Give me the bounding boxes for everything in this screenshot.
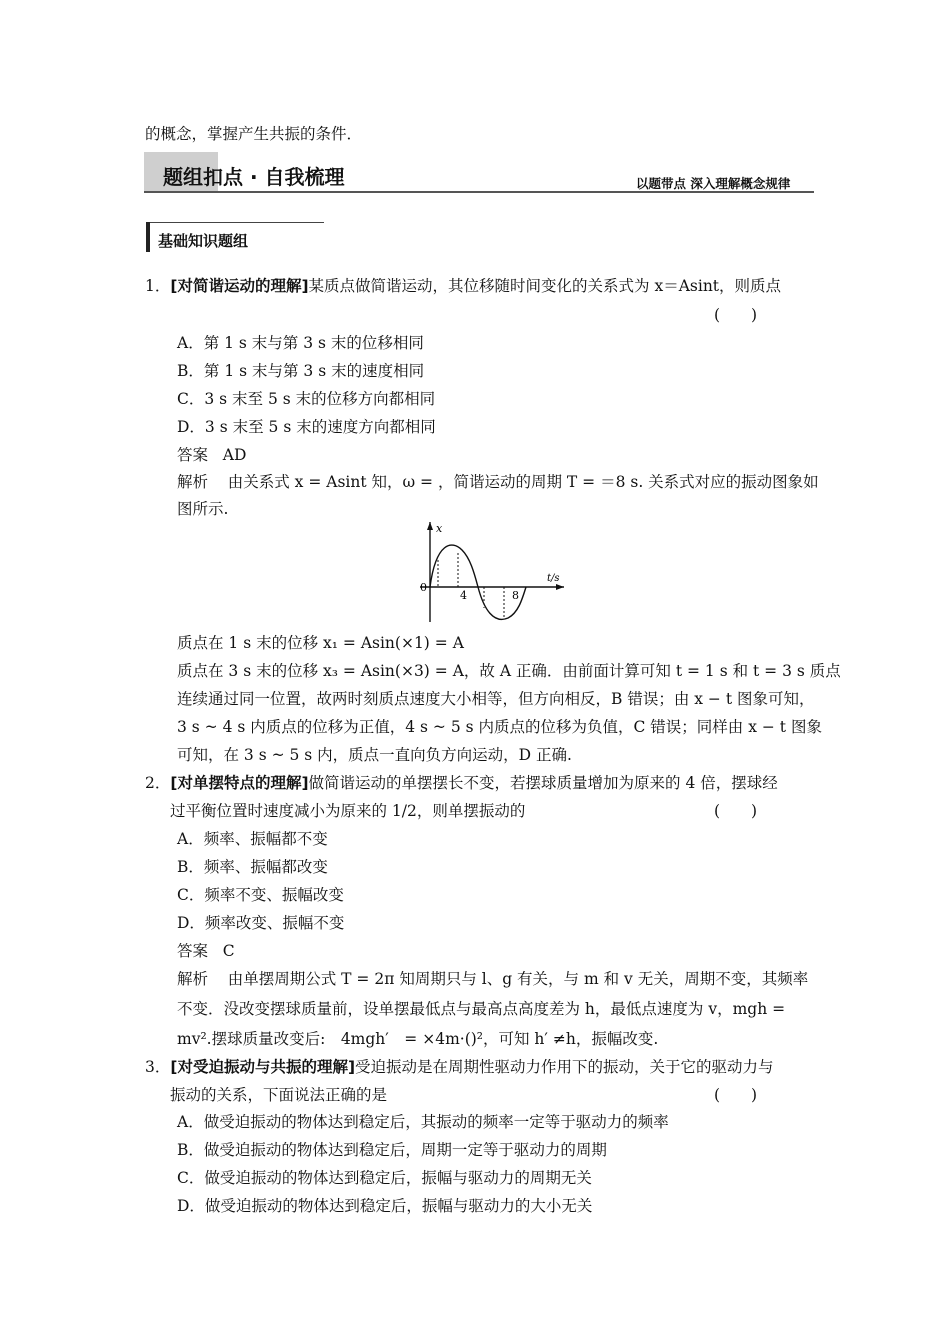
question-tag: [对单摆特点的理解] xyxy=(170,774,309,792)
analysis-text-3: mv².摆球质量改变后: 4mgh′ = ×4m·()²，可知 h′ ≠h，振幅改变. xyxy=(177,1030,659,1048)
answer-label: 答案 xyxy=(177,446,209,464)
analysis-text-4: 质点在 3 s 末的位移 x₃ = Asin(×3) = A，故 A 正确．由前面计算可知 t = 1 s 和 t = 3 s 质点 xyxy=(177,662,841,680)
analysis-label: 解析 xyxy=(177,970,209,988)
option-c: C．做受迫振动的物体达到稳定后，振幅与驱动力的周期无关 xyxy=(177,1169,592,1187)
x-label: x xyxy=(436,522,443,535)
answer-line xyxy=(177,443,246,465)
analysis-text: 由单摆周期公式 T = 2π 知周期只与 l、g 有关，与 m 和 v 无关，周期不变，其频率 xyxy=(227,970,809,988)
origin-label: 0 xyxy=(420,581,427,594)
option-d: D．做受迫振动的物体达到稳定后，振幅与驱动力的大小无关 xyxy=(177,1197,593,1215)
question-2 xyxy=(145,771,778,793)
question-stem-2: 振动的关系，下面说法正确的是 xyxy=(170,1086,388,1104)
sine-curve xyxy=(430,545,526,619)
option-c: C．频率不变、振幅改变 xyxy=(177,886,344,904)
option-d: D．频率改变、振幅不变 xyxy=(177,914,345,932)
option-b: B．第 1 s 末与第 3 s 末的速度相同 xyxy=(177,362,425,380)
option-b: B．频率、振幅都改变 xyxy=(177,858,328,876)
answer-paren: ( ) xyxy=(714,1086,758,1104)
answer-label: 答案 xyxy=(177,942,209,960)
analysis-line xyxy=(177,967,808,989)
top-line: 的概念，掌握产生共振的条件． xyxy=(145,125,363,143)
question-number: 2． xyxy=(145,774,171,792)
t-axis-arrow xyxy=(556,584,564,590)
question-3 xyxy=(145,1055,774,1077)
vibration-graph xyxy=(412,520,572,624)
option-a: A．第 1 s 末与第 3 s 末的位移相同 xyxy=(177,334,424,352)
tick-4: 4 xyxy=(460,589,467,602)
question-number: 1． xyxy=(145,277,171,295)
answer-paren: ( ) xyxy=(714,802,758,820)
banner-title: 题组扣点 · 自我梳理 xyxy=(163,165,345,189)
banner-subtitle: 以题带点 深入理解概念规律 xyxy=(636,176,791,191)
question-stem: 某质点做简谐运动，其位移随时间变化的关系式为 x＝Asint，则质点 xyxy=(308,277,782,295)
answer-line xyxy=(177,939,235,961)
analysis-text-5: 连续通过同一位置，故两时刻质点速度大小相等，但方向相反，B 错误；由 x − t 图象可知， xyxy=(177,690,815,708)
question-stem: 受迫振动是在周期性驱动力作用下的振动，关于它的驱动力与 xyxy=(355,1058,774,1076)
option-a: A．频率、振幅都不变 xyxy=(177,830,328,848)
banner-rule xyxy=(144,191,814,193)
question-stem: 做简谐运动的单摆摆长不变，若摆球质量增加为原来的 4 倍，摆球经 xyxy=(308,774,778,792)
analysis-text: 由关系式 x = Asint 知，ω = ，简谐运动的周期 T = ＝8 s. 关系式对应的振动图象如 xyxy=(227,473,819,491)
section-title: 基础知识题组 xyxy=(158,232,249,250)
analysis-text-2: 不变．没改变摆球质量前，设单摆最低点与最高点高度差为 h，最低点速度为 v，mgh = xyxy=(177,1000,786,1018)
tick-8: 8 xyxy=(512,589,519,602)
answer-value: AD xyxy=(222,446,247,464)
analysis-text-6: 3 s ~ 4 s 内质点的位移为正值，4 s ~ 5 s 内质点的位移为负值，C 错误；同样由 x − t 图象 xyxy=(177,718,822,736)
section-rule xyxy=(147,222,324,223)
analysis-text-2: 图所示. xyxy=(177,500,229,518)
option-b: B．做受迫振动的物体达到稳定后，周期一定等于驱动力的周期 xyxy=(177,1141,607,1159)
question-tag: [对简谐运动的理解] xyxy=(170,277,309,295)
answer-paren: ( ) xyxy=(714,306,758,324)
question-tag: [对受迫振动与共振的理解] xyxy=(170,1058,356,1076)
section-bar xyxy=(146,222,150,252)
option-d: D．3 s 末至 5 s 末的速度方向都相同 xyxy=(177,418,436,436)
question-1 xyxy=(145,274,781,296)
analysis-text-3: 质点在 1 s 末的位移 x₁ = Asin(×1) = A xyxy=(177,634,464,652)
analysis-label: 解析 xyxy=(177,473,209,491)
analysis-line xyxy=(177,470,819,492)
x-axis-arrow xyxy=(427,522,433,530)
option-c: C．3 s 末至 5 s 末的位移方向都相同 xyxy=(177,390,436,408)
answer-value: C xyxy=(222,942,235,960)
t-label: t/s xyxy=(547,573,560,584)
analysis-text-7: 可知，在 3 s ~ 5 s 内，质点一直向负方向运动，D 正确. xyxy=(177,746,572,764)
question-number: 3． xyxy=(145,1058,171,1076)
option-a: A．做受迫振动的物体达到稳定后，其振动的频率一定等于驱动力的频率 xyxy=(177,1113,669,1131)
question-stem-2: 过平衡位置时速度减小为原来的 1/2，则单摆振动的 xyxy=(170,802,526,820)
